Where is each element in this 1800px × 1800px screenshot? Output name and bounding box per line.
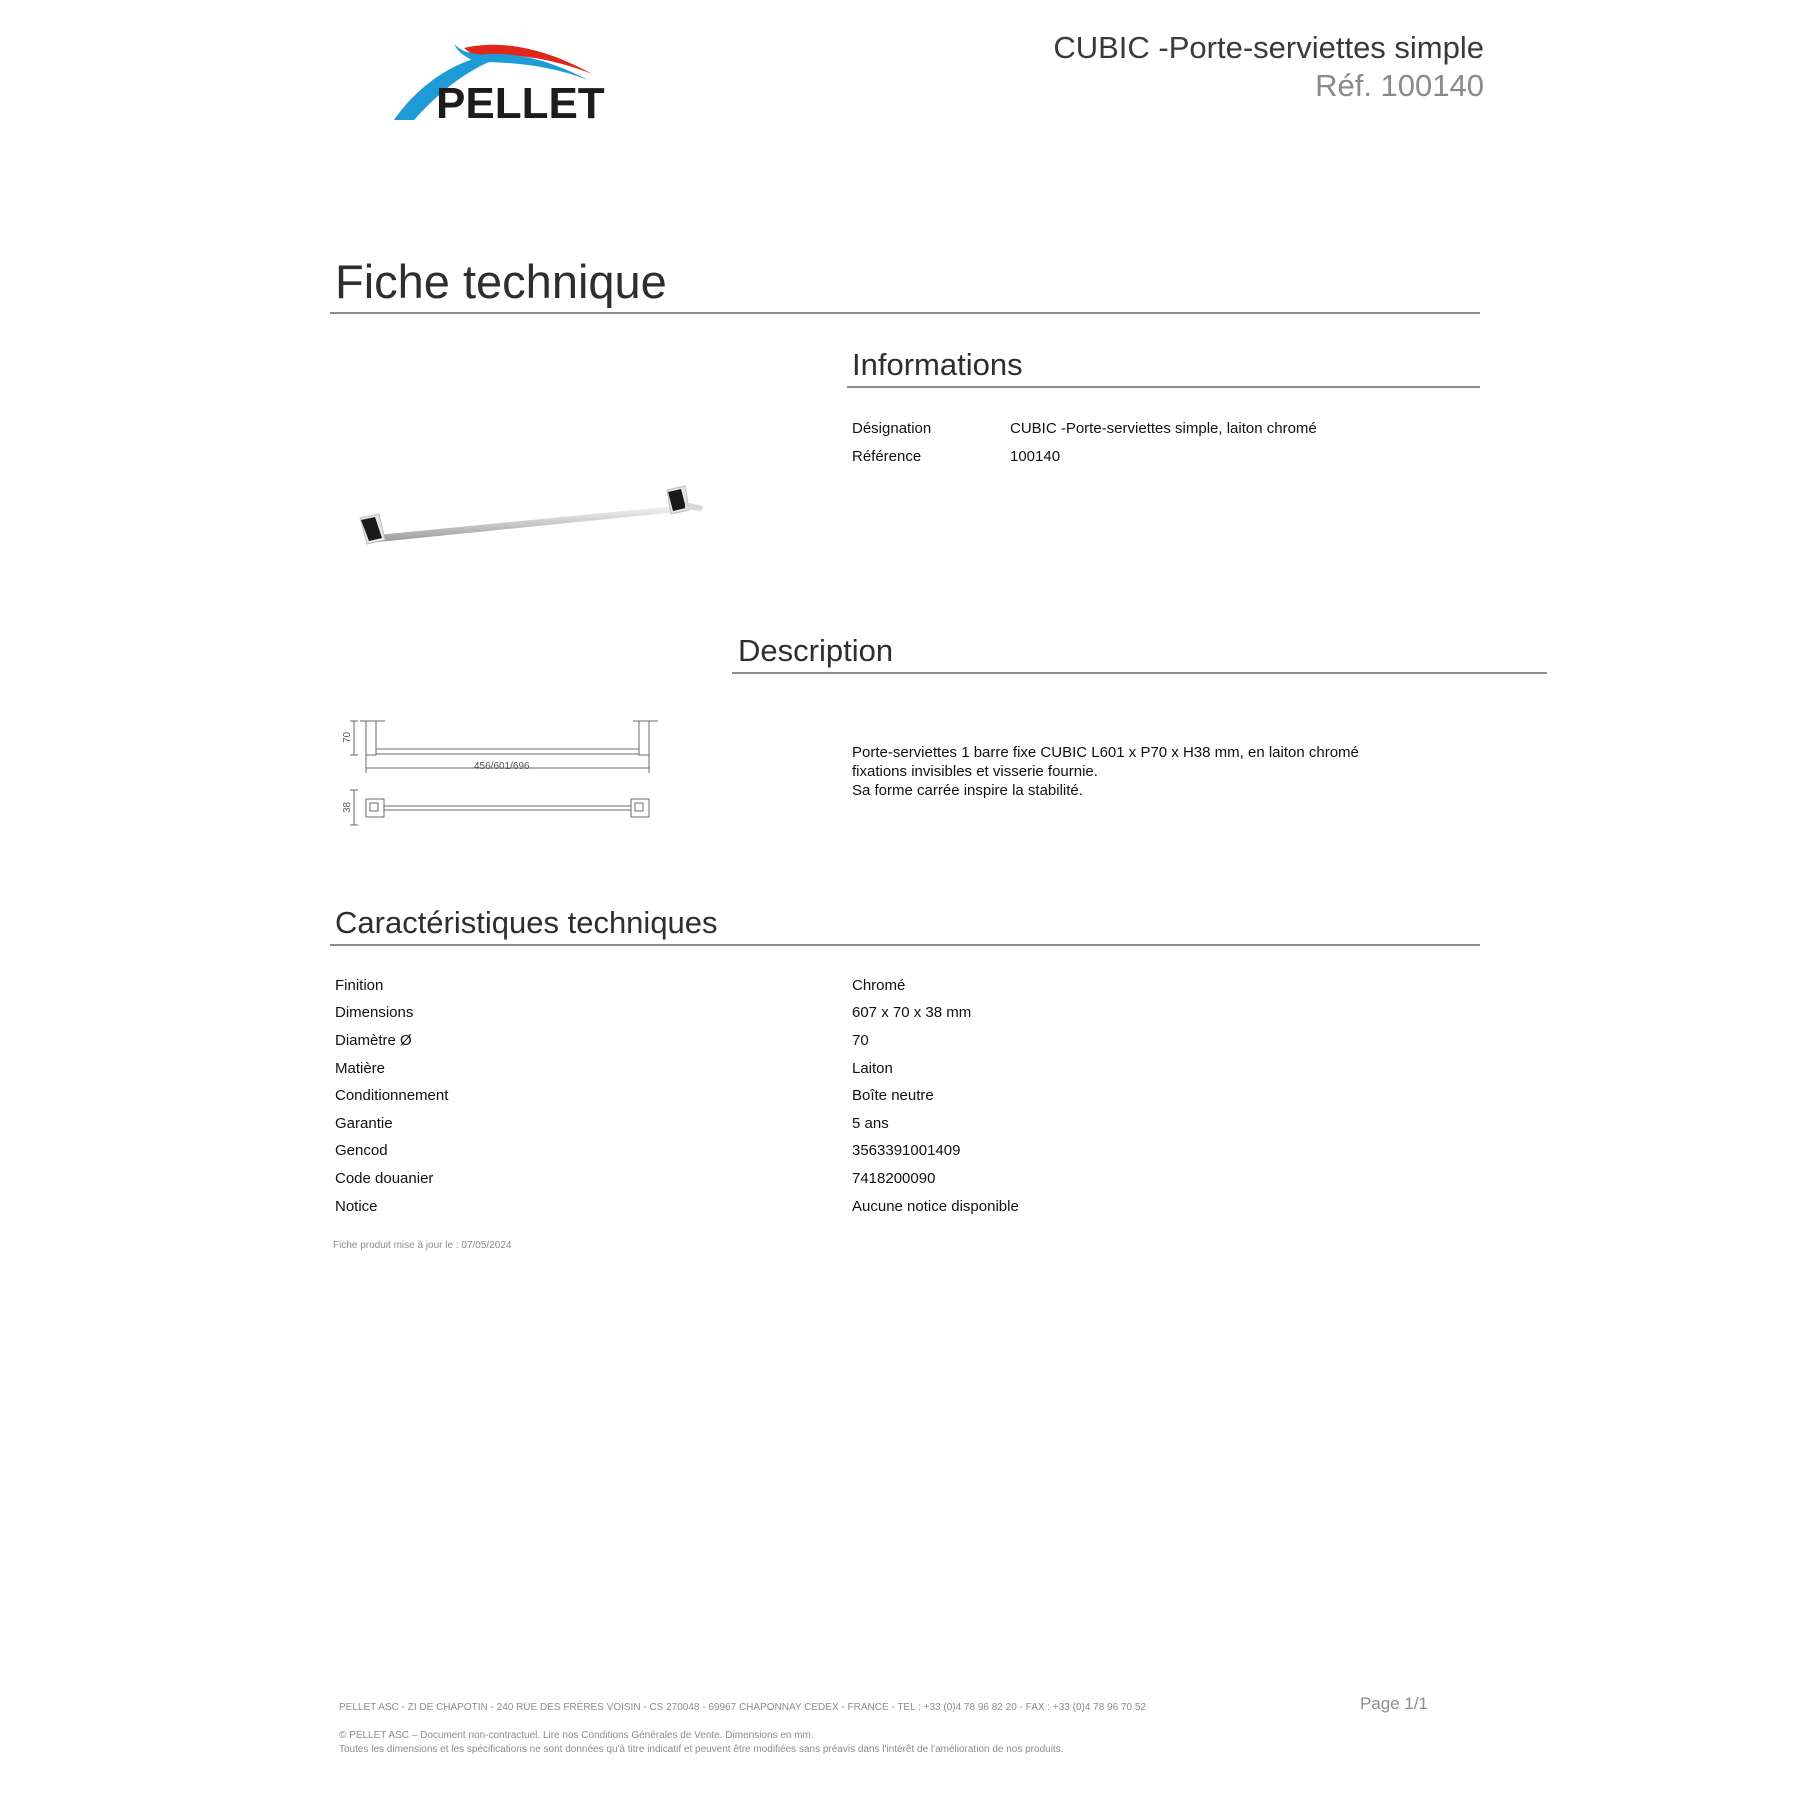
header-product-ref: Réf. 100140	[1315, 68, 1484, 103]
footer-disclaimer: Toutes les dimensions et les spécifications ne sont données qu'à titre indicatif et peuvent être modifiées sans préavis dans l'intérêt de l'amélioration de nos produits.	[339, 1744, 1064, 1755]
description-line-2: fixations invisibles et visserie fournie.	[852, 763, 1098, 780]
footer-address: PELLET ASC - ZI DE CHAPOTIN - 240 RUE DES FRÈRES VOISIN - CS 270048 - 69967 CHAPONNAY CEDEX - FRANCE - TEL : +33 (0)4 78 96 82 20 - FAX : +33 (0)4 78 96 70 52	[339, 1702, 1146, 1713]
spec-label-garantie: Garantie	[335, 1115, 393, 1132]
spec-label-notice: Notice	[335, 1198, 378, 1215]
spec-value-dimensions: 607 x 70 x 38 mm	[852, 1004, 972, 1021]
spec-label-gencod: Gencod	[335, 1142, 388, 1159]
product-photo	[355, 480, 715, 555]
spec-label-conditionnement: Conditionnement	[335, 1087, 449, 1104]
drawing-depth-label: 70	[342, 731, 353, 743]
caracteristiques-heading: Caractéristiques techniques	[335, 905, 718, 940]
spec-value-conditionnement: Boîte neutre	[852, 1087, 934, 1104]
spec-label-matiere: Matière	[335, 1060, 386, 1077]
spec-value-finition: Chromé	[852, 977, 906, 994]
pellet-logo	[392, 40, 642, 128]
info-label-reference: Référence	[852, 448, 922, 465]
description-line-3: Sa forme carrée inspire la stabilité.	[852, 782, 1083, 799]
header-product-title: CUBIC -Porte-serviettes simple	[1053, 30, 1484, 65]
spec-value-diametre: 70	[852, 1032, 869, 1049]
informations-rule	[847, 386, 1480, 388]
description-rule	[732, 672, 1547, 674]
spec-label-dimensions: Dimensions	[335, 1004, 414, 1021]
spec-value-code-douanier: 7418200090	[852, 1170, 936, 1187]
logo-brand-text: PELLET	[436, 79, 605, 128]
info-value-designation: CUBIC -Porte-serviettes simple, laiton chromé	[1010, 420, 1317, 437]
spec-value-garantie: 5 ans	[852, 1115, 889, 1132]
spec-label-diametre: Diamètre Ø	[335, 1032, 412, 1049]
spec-label-finition: Finition	[335, 977, 384, 994]
spec-value-matiere: Laiton	[852, 1060, 893, 1077]
spec-value-notice: Aucune notice disponible	[852, 1198, 1019, 1215]
informations-heading: Informations	[852, 347, 1023, 382]
drawing-height-label: 38	[342, 801, 353, 813]
technical-drawing	[340, 715, 670, 845]
page-title-rule	[330, 312, 1480, 314]
drawing-length-label: 456/601/696	[474, 761, 530, 772]
info-label-designation: Désignation	[852, 420, 932, 437]
footer-page-number: Page 1/1	[1359, 1694, 1428, 1713]
spec-label-code-douanier: Code douanier	[335, 1170, 434, 1187]
update-note: Fiche produit mise à jour le : 07/05/2024	[333, 1240, 512, 1251]
page-title: Fiche technique	[335, 255, 667, 308]
footer-copyright: © PELLET ASC – Document non-contractuel. Lire nos Conditions Générales de Vente. Dimensions en mm.	[339, 1730, 814, 1741]
description-heading: Description	[738, 633, 894, 668]
spec-value-gencod: 3563391001409	[852, 1142, 961, 1159]
description-line-1: Porte-serviettes 1 barre fixe CUBIC L601 x P70 x H38 mm, en laiton chromé	[852, 744, 1359, 761]
info-value-reference: 100140	[1010, 448, 1061, 465]
caracteristiques-rule	[330, 944, 1480, 946]
